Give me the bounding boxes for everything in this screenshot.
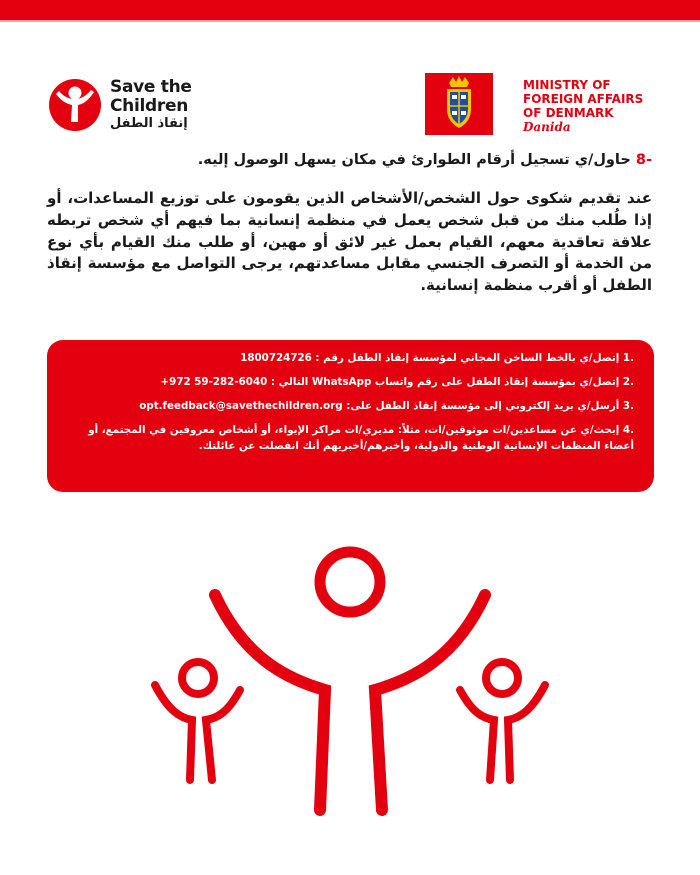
save-the-children-logo [46, 74, 216, 136]
contact-text: إتصل/ي بالخط الساخن المجاني لمؤسسة إنقاذ الطفل رقم : [311, 352, 620, 364]
step-8-text: حاول/ي تسجيل أرقام الطوارئ في مكان يسهل الوصول إليه. [197, 152, 631, 168]
step-8-number: -8 [635, 152, 652, 168]
top-red-bar [0, 0, 700, 20]
mfa-denmark-logo [425, 73, 665, 137]
contact-item [69, 350, 634, 366]
family-figures-icon [150, 540, 550, 820]
whatsapp-number[interactable]: +972 59-282-6040 [160, 376, 268, 388]
stc-name-line2: Children [110, 96, 189, 116]
feedback-email-link[interactable]: opt.feedback@savethechildren.org [139, 400, 343, 412]
mfa-line3: OF DENMARK [523, 106, 614, 120]
save-the-children-child-icon [46, 74, 106, 136]
contact-number: .2 [622, 376, 634, 388]
contact-text: أرسل/ي بريد إلكتروني إلى مؤسسة إنقاذ الطفل على: [342, 400, 620, 412]
complaint-paragraph: عند تقديم شكوى حول الشخص/الأشخاص الذين يقومون على توزيع المساعدات، أو إذا طُلب منك من قبل شخص يعمل في منظمة إنسانية بما فيهم أي شخص تربطه علاقة تعاقدية معهم، القيام بعمل غير لائق أو مهين، أو طلب منك القيام بأي نوع من الخدمة أو التصرف الجنسي مقابل مساعدتهم، يرجى التواصل مع مؤسسة إنقاذ الطفل أو أقرب منظمة إنسانية. [47, 189, 652, 295]
contact-number: .4 [622, 424, 634, 436]
stc-arabic-name: إنقاذ الطفل [110, 116, 188, 131]
contacts-box [47, 340, 654, 492]
mfa-line1: MINISTRY OF [523, 78, 611, 92]
hotline-number[interactable]: 1800724726 [240, 352, 312, 364]
mfa-line2: FOREIGN AFFAIRS [523, 92, 644, 106]
contact-text: إبحث/ي عن مساعدين/ات موثوقين/ات، مثلاً: مديري/ات مراكز الإيواء، أو أشخاص معروفين في المجتمع، أو أعضاء المنظمات الإنسانية الوطنية والدولية، وأخبرهم/أخبريهم أنك انفصلت عن عائلتك. [88, 424, 634, 452]
contact-item [69, 422, 634, 454]
contact-text: إتصل/ي بمؤسسة إنقاذ الطفل على رقم واتساب WhatsApp التالي : [267, 376, 620, 388]
mfa-danida: Danida [523, 120, 571, 134]
contact-number: .3 [622, 400, 634, 412]
contact-item [69, 398, 634, 414]
stc-name-line1: Save the [110, 77, 192, 97]
step-8 [48, 152, 652, 168]
contact-number: .1 [622, 352, 634, 364]
contact-item [69, 374, 634, 390]
top-bar-shadow [0, 20, 700, 22]
danish-royal-crest-icon [425, 73, 493, 135]
